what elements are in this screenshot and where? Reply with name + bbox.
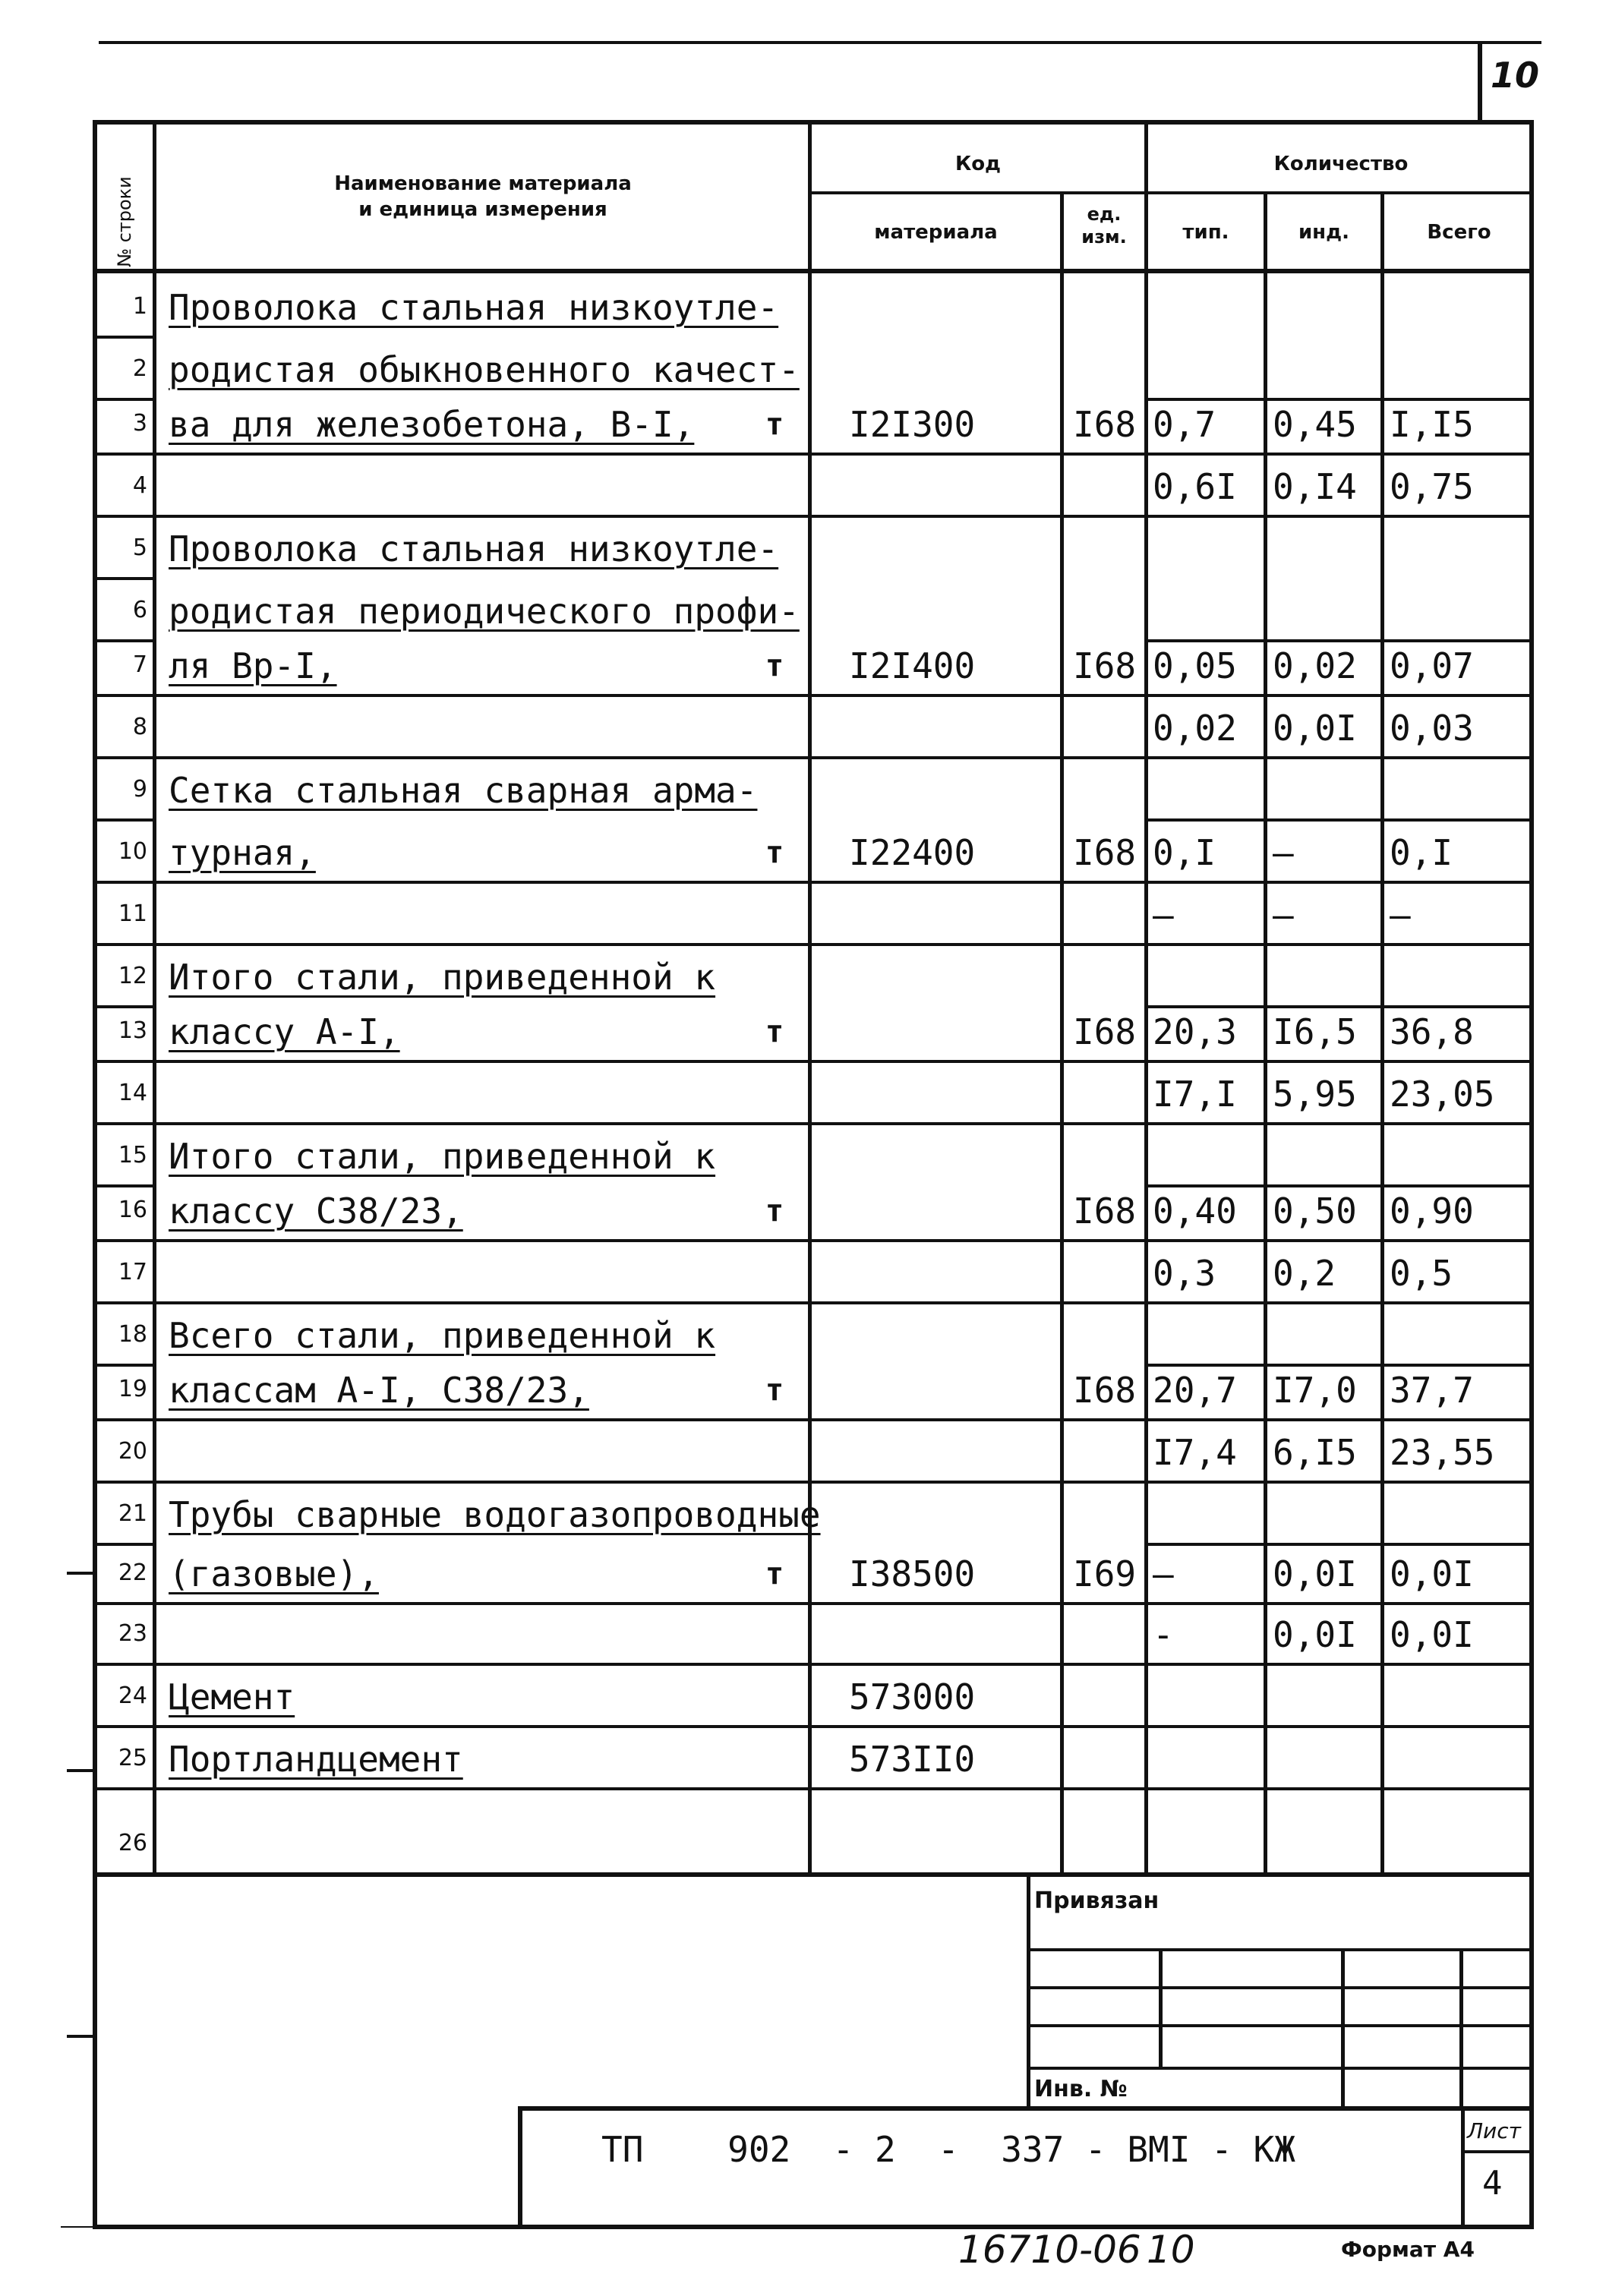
stamp-divider — [1027, 1872, 1030, 2109]
material-code: I2I300 — [849, 404, 976, 445]
row-number-rule — [97, 1364, 156, 1367]
row-number: 17 — [118, 1259, 147, 1285]
row-rule — [153, 756, 1534, 759]
row-rule — [153, 1122, 1534, 1125]
row-number-rule — [97, 1005, 156, 1008]
page-number: 10 — [1490, 55, 1539, 96]
stamp-col-1 — [1159, 1948, 1163, 2067]
qty-total: 0,0I — [1390, 1553, 1474, 1594]
qty-typ: – — [1153, 894, 1174, 935]
row-number: 13 — [118, 1017, 147, 1044]
material-name: классу А-I, — [169, 1011, 400, 1052]
qty-total: 0,5 — [1390, 1253, 1453, 1294]
qty-ind: 0,50 — [1273, 1191, 1357, 1232]
row-number: 8 — [132, 714, 147, 740]
col-divider-ed — [1144, 125, 1148, 1877]
stamp-rule-3 — [1027, 2024, 1534, 2027]
qty-typ: 0,02 — [1153, 708, 1237, 749]
qty-ind: 0,0I — [1273, 1614, 1357, 1655]
unit-code: I69 — [1073, 1553, 1137, 1594]
order-page: 10 — [1147, 2228, 1195, 2272]
row-rule — [153, 1060, 1534, 1063]
row-number-rule — [97, 756, 156, 759]
row-number-rule — [97, 1543, 156, 1546]
row-number-rule — [97, 1663, 156, 1666]
row-number: 1 — [132, 293, 147, 320]
row-number: 23 — [118, 1620, 147, 1647]
row-number: 20 — [118, 1438, 147, 1465]
qty-total: 0,0I — [1390, 1614, 1474, 1655]
margin-tick-2 — [67, 1769, 93, 1772]
row-number: 18 — [118, 1321, 147, 1348]
qty-ind: 0,2 — [1273, 1253, 1336, 1294]
material-name: классам А-I, С38/23, — [169, 1370, 589, 1411]
qty-ind: 0,0I — [1273, 708, 1357, 749]
row-number: 4 — [132, 472, 147, 499]
row-number: 9 — [132, 776, 147, 803]
material-name: Сетка стальная сварная арма- — [169, 770, 758, 811]
qty-typ: - — [1153, 1614, 1174, 1655]
material-name: родистая периодического профи- — [169, 591, 800, 632]
qty-row-rule — [1148, 1364, 1534, 1367]
qty-total: 0,03 — [1390, 708, 1474, 749]
material-code: I22400 — [849, 832, 976, 873]
col-divider-ind — [1380, 193, 1384, 1877]
material-name: турная, — [169, 832, 316, 873]
inscription-frame — [518, 2106, 1534, 2225]
qty-typ: 0,3 — [1153, 1253, 1216, 1294]
row-number-rule — [97, 1787, 156, 1790]
qty-typ: 20,3 — [1153, 1011, 1237, 1052]
unit-label: т — [765, 1014, 784, 1049]
row-number-rule — [97, 1725, 156, 1728]
material-name: Всего стали, приведенной к — [169, 1315, 716, 1356]
row-number-rule — [97, 943, 156, 946]
sheet-rule — [1461, 2150, 1534, 2153]
row-rule — [153, 1418, 1534, 1421]
col-divider-rownum — [153, 125, 156, 1877]
qty-ind: 6,I5 — [1273, 1432, 1357, 1473]
row-number: 15 — [118, 1142, 147, 1168]
header-code-unit-2: изм. — [1081, 226, 1127, 248]
header-qty-typ: тип. — [1182, 221, 1229, 244]
header-qty-group: Количество — [1273, 153, 1409, 175]
material-name: ля Вр-I, — [169, 645, 337, 686]
row-number-rule — [97, 515, 156, 518]
row-number-rule — [97, 694, 156, 697]
qty-ind: 0,02 — [1273, 645, 1357, 686]
row-rule — [153, 943, 1534, 946]
sheet-divider — [1461, 2111, 1465, 2225]
row-rule — [153, 1725, 1534, 1728]
row-number: 26 — [118, 1830, 147, 1856]
format-label: Формат А4 — [1341, 2237, 1475, 2262]
row-number: 2 — [132, 355, 147, 382]
material-name: родистая обыкновенного качест- — [169, 349, 800, 390]
stamp-rule-4 — [1027, 2067, 1534, 2070]
row-number: 25 — [118, 1745, 147, 1771]
qty-ind: 5,95 — [1273, 1074, 1357, 1115]
qty-total: 23,05 — [1390, 1074, 1495, 1115]
material-name: Итого стали, приведенной к — [169, 1136, 716, 1177]
row-rule — [153, 1663, 1534, 1666]
row-number-rule — [97, 577, 156, 580]
qty-row-rule — [1148, 818, 1534, 822]
document-code: ТП 902 - 2 - 337 - ВМI - КЖ — [601, 2129, 1295, 2170]
unit-code: I68 — [1073, 1191, 1137, 1232]
material-name: (газовые), — [169, 1553, 379, 1594]
unit-code: I68 — [1073, 404, 1137, 445]
row-rule — [153, 881, 1534, 884]
header-row-number: № строки — [114, 176, 135, 267]
header-qty-ind: инд. — [1298, 221, 1350, 244]
qty-row-rule — [1148, 639, 1534, 642]
row-number-rule — [97, 1122, 156, 1125]
qty-typ: 0,40 — [1153, 1191, 1237, 1232]
stamp-col-2 — [1341, 1948, 1345, 2109]
stamp-col-3 — [1459, 1948, 1463, 2109]
qty-row-rule — [1148, 1543, 1534, 1546]
qty-total: – — [1390, 894, 1411, 935]
row-number: 5 — [132, 535, 147, 561]
material-name: классу С38/23, — [169, 1191, 463, 1232]
row-number: 7 — [132, 651, 147, 678]
unit-code: I68 — [1073, 1370, 1137, 1411]
row-rule — [153, 1239, 1534, 1242]
corner-divider — [1478, 44, 1482, 120]
row-rule — [153, 1481, 1534, 1484]
material-code: I38500 — [849, 1553, 976, 1594]
row-number-rule — [97, 1481, 156, 1484]
spec-table — [93, 120, 1534, 1877]
qty-total: 23,55 — [1390, 1432, 1495, 1473]
order-number: 16710-06 — [958, 2228, 1141, 2272]
qty-total: 0,90 — [1390, 1191, 1474, 1232]
material-name: Итого стали, приведенной к — [169, 957, 716, 998]
qty-row-rule — [1148, 1184, 1534, 1187]
qty-typ: 0,05 — [1153, 645, 1237, 686]
unit-code: I68 — [1073, 832, 1137, 873]
unit-label: т — [765, 407, 784, 442]
material-name: Проволока стальная низкоутле- — [169, 287, 779, 328]
qty-total: 37,7 — [1390, 1370, 1474, 1411]
material-code: I2I400 — [849, 645, 976, 686]
row-number-rule — [97, 336, 156, 339]
qty-typ: 0,6I — [1153, 466, 1237, 507]
qty-typ: 20,7 — [1153, 1370, 1237, 1411]
row-number-rule — [97, 1602, 156, 1605]
qty-ind: 0,I4 — [1273, 466, 1357, 507]
row-number-rule — [97, 1418, 156, 1421]
row-number-rule — [97, 1239, 156, 1242]
header-code-material: материала — [874, 221, 998, 244]
row-number: 19 — [118, 1376, 147, 1402]
stamp-rule-1 — [1027, 1948, 1534, 1951]
qty-row-rule — [1148, 1005, 1534, 1008]
qty-typ: I7,4 — [1153, 1432, 1237, 1473]
row-number: 12 — [118, 963, 147, 989]
material-name: ва для железобетона, В-I, — [169, 404, 695, 445]
qty-typ: — — [1153, 1553, 1174, 1594]
qty-total: 0,I — [1390, 832, 1453, 873]
margin-tick-4 — [61, 2226, 94, 2228]
row-number-rule — [97, 639, 156, 642]
col-divider-typ — [1264, 193, 1267, 1877]
row-number: 14 — [118, 1080, 147, 1106]
unit-label: т — [765, 648, 784, 683]
row-number: 11 — [118, 900, 147, 927]
header-name-line2: и единица измерения — [358, 198, 607, 221]
qty-ind: I7,0 — [1273, 1370, 1357, 1411]
sheet-label: Лист — [1467, 2118, 1521, 2143]
row-rule — [153, 1602, 1534, 1605]
header-code-group: Код — [954, 153, 1002, 175]
qty-ind: 0,0I — [1273, 1553, 1357, 1594]
header-name-line1: Наименование материала — [334, 172, 632, 195]
qty-ind: – — [1273, 832, 1294, 873]
row-number: 10 — [118, 838, 147, 865]
inv-no-label: Инв. № — [1034, 2076, 1128, 2102]
material-name: Портландцемент — [169, 1739, 463, 1780]
title-block — [93, 1872, 1534, 2229]
material-name: Проволока стальная низкоутле- — [169, 528, 779, 569]
margin-tick-1 — [67, 1572, 93, 1575]
qty-typ: I7,I — [1153, 1074, 1237, 1115]
row-rule — [153, 1787, 1534, 1790]
row-number: 3 — [132, 410, 147, 437]
row-number: 21 — [118, 1500, 147, 1527]
qty-ind: I6,5 — [1273, 1011, 1357, 1052]
row-number-rule — [97, 453, 156, 456]
row-number-rule — [97, 1184, 156, 1187]
row-rule — [153, 694, 1534, 697]
sheet-number: 4 — [1482, 2164, 1503, 2203]
qty-total: I,I5 — [1390, 404, 1474, 445]
top-rule — [99, 41, 1541, 44]
margin-tick-3 — [67, 2035, 93, 2038]
row-number: 22 — [118, 1560, 147, 1586]
qty-total: 0,75 — [1390, 466, 1474, 507]
row-rule — [153, 1301, 1534, 1304]
qty-total: 36,8 — [1390, 1011, 1474, 1052]
stamp-rule-2 — [1027, 1986, 1534, 1989]
row-rule — [153, 515, 1534, 518]
row-number-rule — [97, 818, 156, 822]
unit-label: т — [765, 835, 784, 870]
material-name: Трубы сварные водогазопроводные — [169, 1494, 821, 1535]
material-name: Цемент — [169, 1676, 295, 1717]
col-divider-name — [808, 125, 812, 1877]
qty-ind: – — [1273, 894, 1294, 935]
header-mid-rule — [808, 191, 1534, 194]
row-number-rule — [97, 1301, 156, 1304]
qty-typ: 0,7 — [1153, 404, 1216, 445]
row-number: 24 — [118, 1683, 147, 1709]
col-divider-code — [1060, 193, 1064, 1877]
material-code: 573000 — [849, 1676, 976, 1717]
unit-label: т — [765, 1556, 784, 1591]
row-number: 6 — [132, 597, 147, 623]
header-bottom-rule — [97, 269, 1534, 273]
unit-label: т — [765, 1373, 784, 1408]
unit-label: т — [765, 1194, 784, 1228]
header-code-unit-1: ед. — [1087, 203, 1122, 225]
row-number: 16 — [118, 1197, 147, 1223]
qty-typ: 0,I — [1153, 832, 1216, 873]
row-number-rule — [97, 1060, 156, 1063]
unit-code: I68 — [1073, 645, 1137, 686]
qty-ind: 0,45 — [1273, 404, 1357, 445]
privyazan-label: Привязан — [1034, 1888, 1160, 1914]
material-code: 573II0 — [849, 1739, 976, 1780]
header-qty-total: Всего — [1427, 221, 1491, 244]
row-rule — [153, 453, 1534, 456]
row-number-rule — [97, 398, 156, 401]
row-number-rule — [97, 881, 156, 884]
qty-total: 0,07 — [1390, 645, 1474, 686]
qty-row-rule — [1148, 398, 1534, 401]
unit-code: I68 — [1073, 1011, 1137, 1052]
